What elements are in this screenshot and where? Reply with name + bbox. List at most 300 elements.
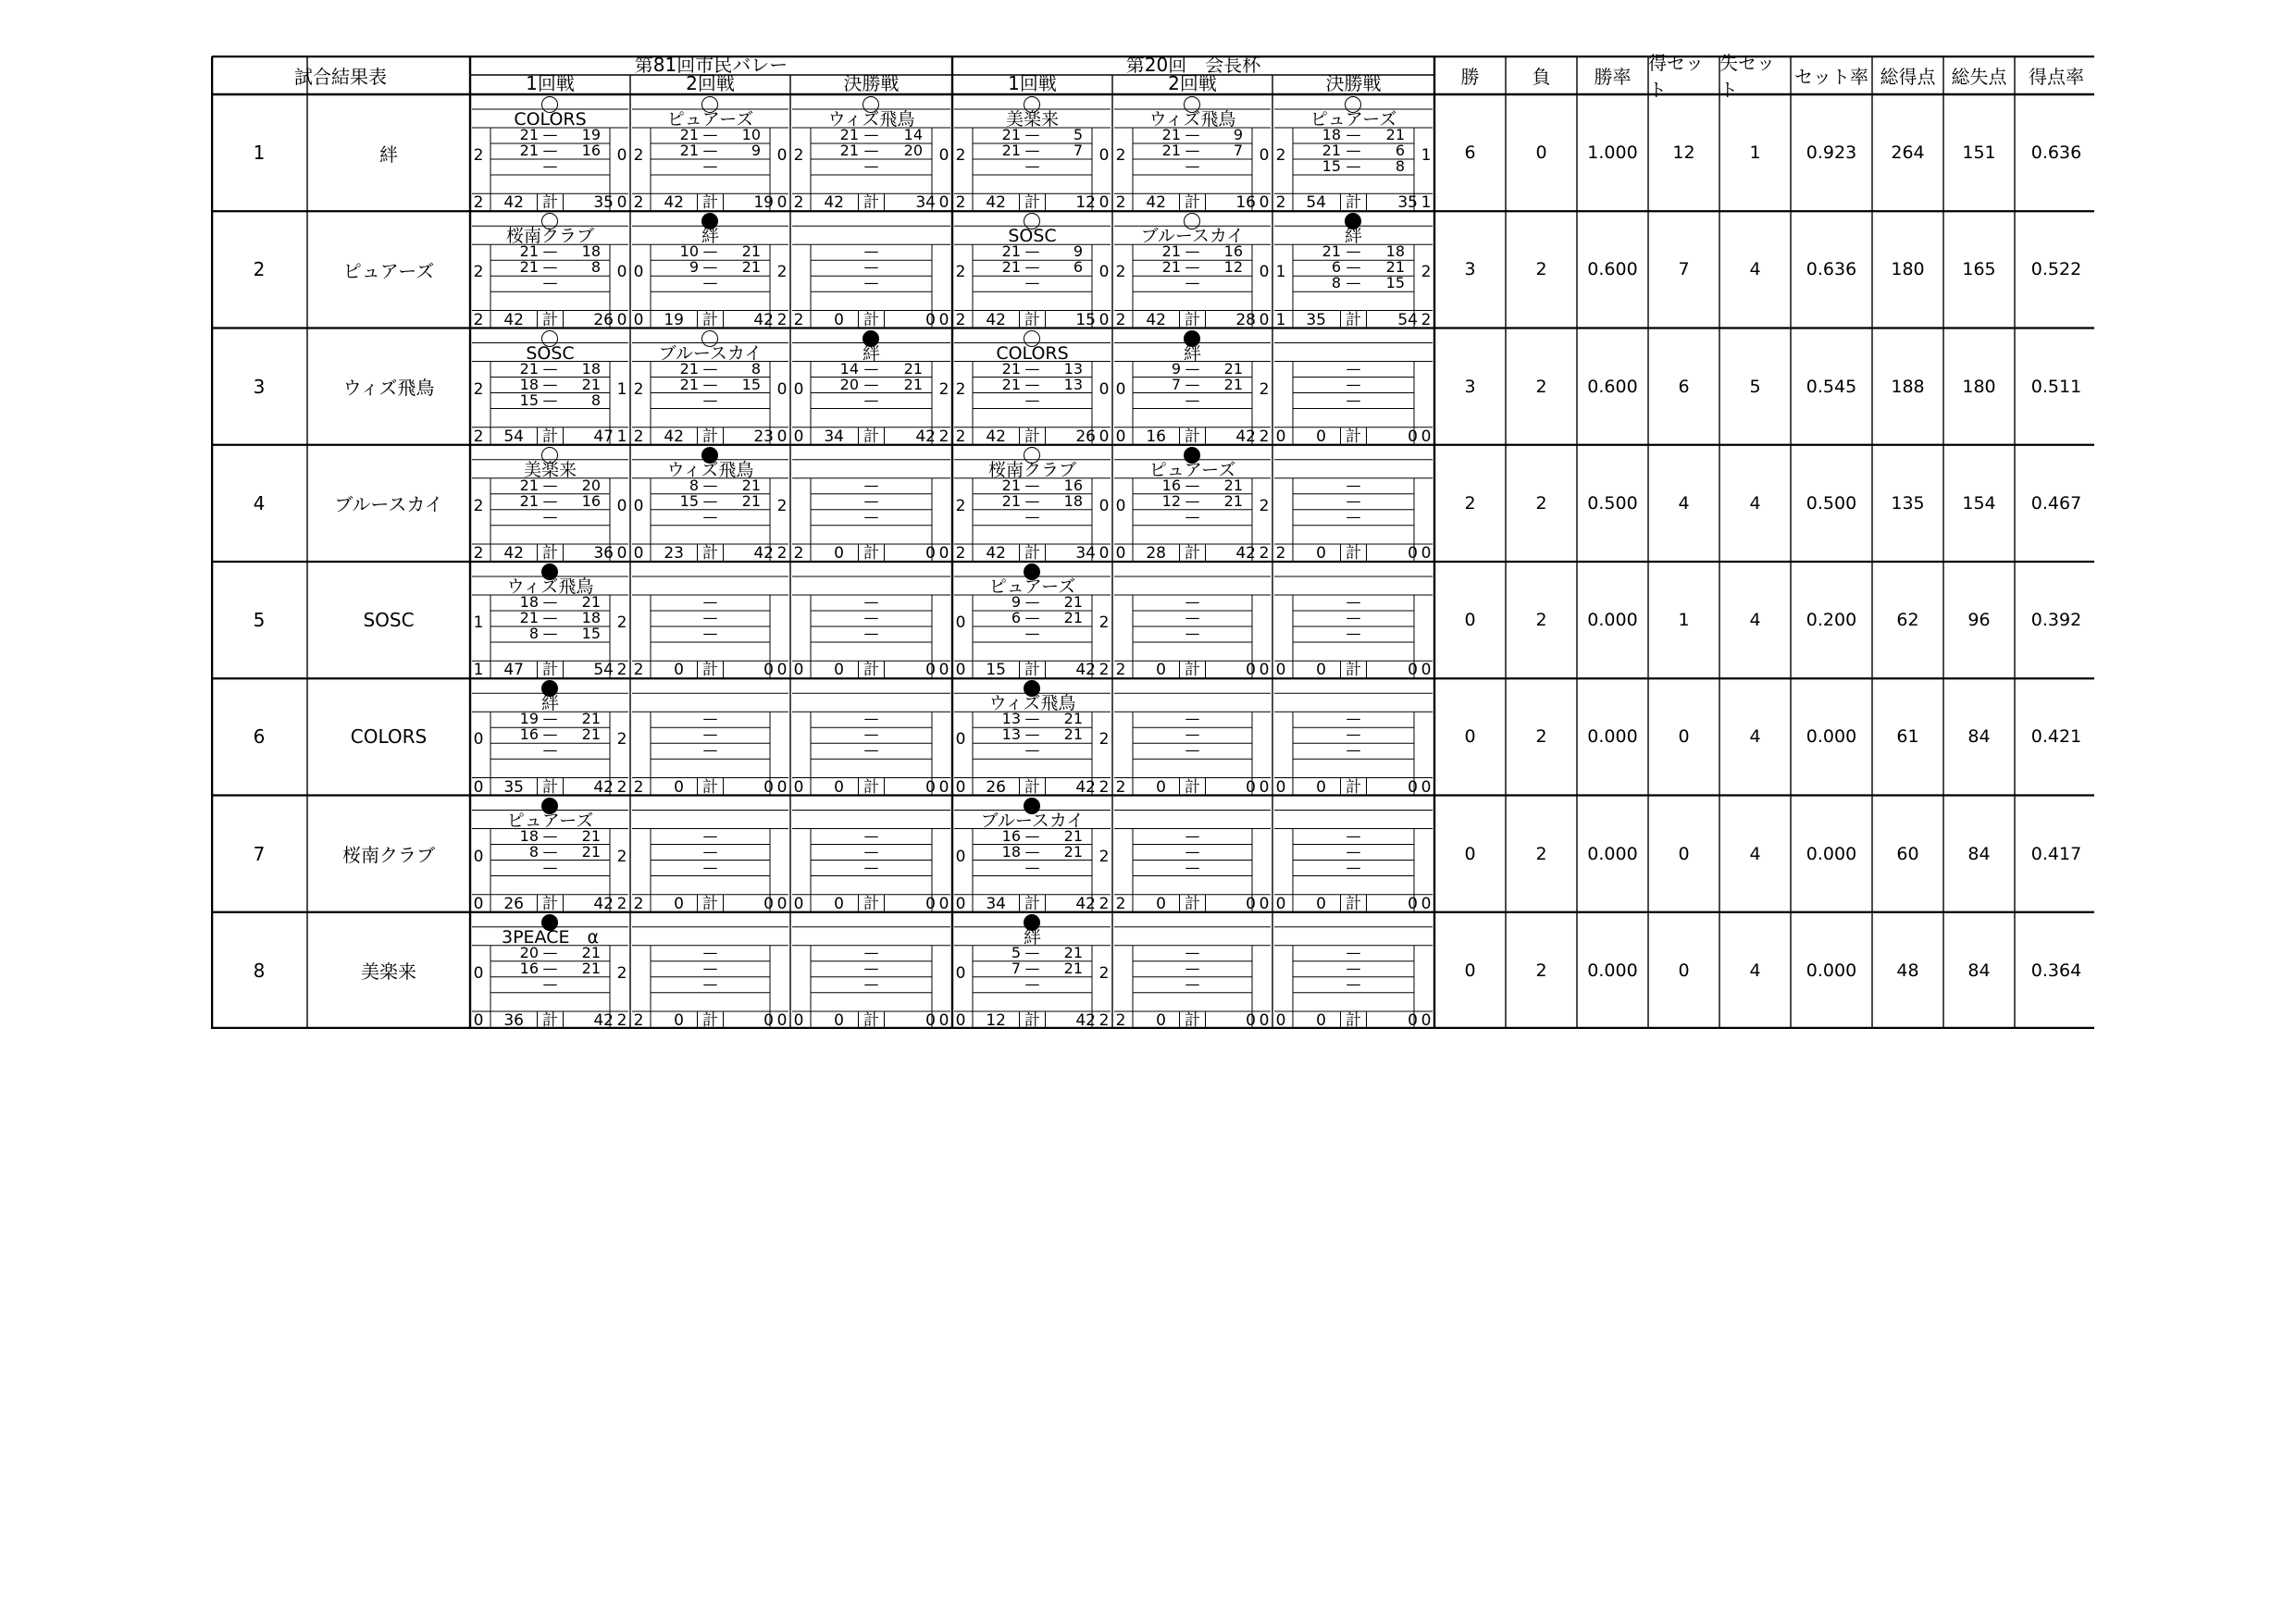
total-points-against: 23 xyxy=(753,427,774,446)
set-dash: — xyxy=(542,959,558,977)
total-sets-won: 2 xyxy=(955,544,966,563)
team-rank: 7 xyxy=(253,842,266,865)
total-points-for: 0 xyxy=(674,661,684,680)
set-score-row xyxy=(1293,244,1414,259)
stat-header-sets-won: 得セット xyxy=(1648,52,1704,101)
set-points-against: 18 xyxy=(1063,491,1083,510)
set-points-against: 21 xyxy=(1063,593,1083,611)
set-points-for: 13 xyxy=(1001,725,1021,744)
set-score-row xyxy=(973,943,1092,961)
total-points-against: 0 xyxy=(1246,1011,1256,1030)
set-score-row xyxy=(651,143,770,158)
total-points-for: 42 xyxy=(986,544,1006,563)
round-label: 1回戦 xyxy=(1008,72,1057,94)
team-name: 桜南クラブ xyxy=(342,844,435,867)
opponent-name: 桜南クラブ xyxy=(505,226,594,247)
set-dash: — xyxy=(1346,593,1361,611)
set-dash: — xyxy=(1185,842,1200,861)
set-score-row xyxy=(490,842,610,861)
set-score-row xyxy=(811,858,932,876)
total-sets-lost: 2 xyxy=(616,894,627,913)
match-cell xyxy=(790,678,952,795)
team-rank: 8 xyxy=(253,959,266,982)
team-stat: 2 xyxy=(1535,960,1547,981)
total-sets-lost: 2 xyxy=(1098,1011,1110,1030)
set-dash: — xyxy=(1024,507,1040,526)
set-points-against: 9 xyxy=(1233,126,1243,143)
set-points-for: 21 xyxy=(1001,258,1021,277)
total-points-for: 23 xyxy=(664,544,684,563)
total-points-against: 34 xyxy=(1075,544,1096,563)
set-points-against: 10 xyxy=(741,126,761,143)
set-points-against: 21 xyxy=(581,725,601,744)
set-points-against: 15 xyxy=(741,375,761,393)
set-points-for: 21 xyxy=(1161,242,1181,261)
match-total-row xyxy=(1272,545,1434,562)
opponent-name: 絆 xyxy=(1344,226,1362,247)
set-dash: — xyxy=(1346,258,1361,277)
set-points-for: 16 xyxy=(519,725,539,744)
set-dash: — xyxy=(542,491,558,510)
set-points-for: 21 xyxy=(1001,476,1021,494)
total-sets-won: 2 xyxy=(1115,310,1126,329)
total-points-against: 0 xyxy=(1408,894,1418,913)
match-total-row xyxy=(790,428,952,445)
total-points-against: 0 xyxy=(1408,544,1418,563)
sets-won: 0 xyxy=(473,963,484,983)
match-total-row xyxy=(790,194,952,211)
match-cell xyxy=(630,94,790,211)
set-dash: — xyxy=(1024,826,1040,845)
sets-lost: 0 xyxy=(1259,146,1270,165)
total-label: 計 xyxy=(542,1011,558,1030)
set-points-against: 21 xyxy=(581,842,601,861)
total-points-for: 0 xyxy=(834,544,844,563)
set-dash: — xyxy=(542,476,558,494)
match-cell xyxy=(952,211,1112,328)
match-total-row xyxy=(1112,194,1272,211)
set-dash: — xyxy=(1024,858,1040,876)
total-sets-won: 0 xyxy=(633,310,644,329)
total-points-for: 0 xyxy=(1156,661,1166,680)
set-score-row xyxy=(1293,712,1414,726)
set-score-row xyxy=(490,128,610,142)
team-stat: 0 xyxy=(1464,960,1476,981)
opponent-name: ウィズ飛鳥 xyxy=(827,109,915,130)
set-dash: — xyxy=(1185,974,1200,993)
set-dash: — xyxy=(702,126,718,143)
set-dash: — xyxy=(1024,476,1040,494)
total-label: 計 xyxy=(863,193,879,213)
set-score-row xyxy=(490,375,610,393)
team-name: 美楽来 xyxy=(361,960,416,984)
total-sets-lost: 0 xyxy=(776,1011,788,1030)
round-label: 1回戦 xyxy=(526,72,575,94)
set-dash: — xyxy=(702,390,718,409)
set-points-for: 21 xyxy=(1322,142,1341,159)
opponent-name: ピュアーズ xyxy=(988,576,1076,597)
total-points-against: 0 xyxy=(763,1011,774,1030)
total-sets-lost: 0 xyxy=(1098,310,1110,329)
total-points-for: 42 xyxy=(1146,310,1166,329)
set-dash: — xyxy=(1185,741,1200,760)
team-stat: 0.522 xyxy=(2030,259,2082,280)
set-dash: — xyxy=(1024,609,1040,626)
sets-won: 2 xyxy=(633,146,644,165)
set-dash: — xyxy=(863,609,879,626)
match-total-row xyxy=(630,779,790,796)
set-dash: — xyxy=(702,826,718,845)
set-dash: — xyxy=(863,491,879,510)
set-score-row xyxy=(1293,159,1414,174)
sets-won: 0 xyxy=(955,963,966,983)
set-score-row xyxy=(1293,276,1414,291)
total-sets-lost: 0 xyxy=(1098,193,1110,213)
match-total-row xyxy=(630,896,790,912)
set-dash: — xyxy=(1185,126,1200,143)
match-total-row xyxy=(1272,312,1434,328)
set-points-for: 15 xyxy=(519,390,539,409)
tournament-1-header xyxy=(470,56,952,94)
set-dash: — xyxy=(702,274,718,292)
total-sets-won: 0 xyxy=(955,894,966,913)
sets-won: 0 xyxy=(1115,379,1126,399)
match-cell xyxy=(1112,796,1272,912)
set-points-for: 14 xyxy=(839,359,859,378)
set-dash: — xyxy=(702,375,718,393)
total-sets-lost: 2 xyxy=(938,427,949,446)
set-points-for: 21 xyxy=(1161,258,1181,277)
set-score-row xyxy=(490,743,610,758)
team-stat: 4 xyxy=(1749,259,1761,280)
set-points-for: 21 xyxy=(679,359,699,378)
total-sets-won: 2 xyxy=(793,310,804,329)
set-points-against: 21 xyxy=(1063,725,1083,744)
total-points-for: 16 xyxy=(1146,427,1166,446)
opponent-name: SOSC xyxy=(1008,226,1057,247)
set-score-row xyxy=(1133,507,1252,526)
total-sets-lost: 0 xyxy=(1259,310,1270,329)
set-score-row xyxy=(651,626,770,641)
total-points-against: 36 xyxy=(593,544,614,563)
team-stat: 4 xyxy=(1749,726,1761,748)
match-total-row xyxy=(630,194,790,211)
team-stat: 0.500 xyxy=(1806,492,1857,514)
total-label: 計 xyxy=(1346,777,1361,797)
set-dash: — xyxy=(863,476,879,494)
total-points-for: 26 xyxy=(503,894,524,913)
set-score-row xyxy=(973,974,1092,993)
total-label: 計 xyxy=(863,427,879,446)
set-score-row xyxy=(1133,712,1252,726)
team-stat: 0 xyxy=(1535,142,1547,164)
set-points-for: 16 xyxy=(519,959,539,977)
total-sets-won: 0 xyxy=(1275,1011,1286,1030)
set-score-row xyxy=(1293,961,1414,976)
total-label: 計 xyxy=(1024,193,1040,213)
match-cell xyxy=(630,328,790,445)
set-score-row xyxy=(973,727,1092,742)
total-label: 計 xyxy=(1024,427,1040,446)
total-points-against: 0 xyxy=(1408,1011,1418,1030)
set-score-row xyxy=(651,390,770,409)
set-points-against: 7 xyxy=(1073,142,1083,159)
set-dash: — xyxy=(702,258,718,277)
set-dash: — xyxy=(863,375,879,393)
set-points-against: 21 xyxy=(581,375,601,393)
round-label: 決勝戦 xyxy=(1325,72,1382,94)
team-stat: 1.000 xyxy=(1587,142,1638,164)
match-total-row xyxy=(630,662,790,678)
total-sets-lost: 0 xyxy=(1421,544,1432,563)
total-label: 計 xyxy=(542,894,558,913)
match-total-row xyxy=(790,545,952,562)
total-sets-lost: 0 xyxy=(1259,661,1270,680)
results-sheet xyxy=(211,52,2094,1030)
set-points-for: 20 xyxy=(839,375,859,393)
total-points-for: 34 xyxy=(986,894,1006,913)
set-dash: — xyxy=(1185,157,1200,175)
total-sets-won: 2 xyxy=(793,544,804,563)
total-points-for: 42 xyxy=(503,310,524,329)
set-score-row xyxy=(651,743,770,758)
total-sets-lost: 0 xyxy=(1421,777,1432,797)
total-sets-lost: 0 xyxy=(616,544,627,563)
set-dash: — xyxy=(1185,258,1200,277)
total-points-against: 0 xyxy=(1408,427,1418,446)
sets-lost: 2 xyxy=(776,263,788,282)
total-points-for: 35 xyxy=(503,777,524,797)
team-stat: 0.000 xyxy=(1806,726,1857,748)
team-rank: 5 xyxy=(253,609,266,632)
team-stat: 0.636 xyxy=(2030,142,2082,164)
team-stat: 7 xyxy=(1678,259,1690,280)
total-points-against: 12 xyxy=(1075,193,1096,213)
set-dash: — xyxy=(1346,974,1361,993)
set-score-row xyxy=(1293,128,1414,142)
set-points-for: 21 xyxy=(519,258,539,277)
team-stat: 0.600 xyxy=(1587,376,1638,397)
team-rank: 3 xyxy=(253,375,266,398)
total-sets-won: 2 xyxy=(955,310,966,329)
sets-lost: 2 xyxy=(776,496,788,515)
set-dash: — xyxy=(1346,725,1361,744)
team-stat: 0.421 xyxy=(2030,726,2082,748)
total-sets-lost: 0 xyxy=(1259,894,1270,913)
set-score-row xyxy=(1133,478,1252,493)
set-points-against: 16 xyxy=(581,491,601,510)
match-cell xyxy=(470,678,630,795)
team-stat: 6 xyxy=(1464,142,1476,164)
match-total-row xyxy=(952,896,1112,912)
total-sets-lost: 2 xyxy=(776,544,788,563)
set-points-for: 13 xyxy=(1001,710,1021,728)
sets-won: 2 xyxy=(1115,146,1126,165)
team-stat: 4 xyxy=(1749,610,1761,631)
total-sets-won: 0 xyxy=(793,661,804,680)
total-sets-won: 2 xyxy=(1115,193,1126,213)
set-dash: — xyxy=(1346,842,1361,861)
set-score-row xyxy=(973,595,1092,610)
total-label: 計 xyxy=(1185,894,1200,913)
set-dash: — xyxy=(1346,274,1361,292)
set-dash: — xyxy=(863,842,879,861)
opponent-name: ピュアーズ xyxy=(506,810,594,831)
set-score-row xyxy=(1293,727,1414,742)
match-cell xyxy=(790,796,952,912)
opponent-name: ピュアーズ xyxy=(1309,109,1397,130)
opponent-name: 3PEACE α xyxy=(501,926,599,948)
team-name: ブルースカイ xyxy=(334,493,443,516)
set-points-for: 8 xyxy=(689,476,699,494)
set-dash: — xyxy=(1346,142,1361,159)
total-label: 計 xyxy=(1346,661,1361,680)
team-stat: 135 xyxy=(1891,492,1925,514)
set-score-row xyxy=(490,276,610,291)
set-dash: — xyxy=(1024,842,1040,861)
set-points-for: 18 xyxy=(519,826,539,845)
set-score-row xyxy=(1133,611,1252,626)
set-score-row xyxy=(973,611,1092,626)
team-stat: 6 xyxy=(1678,376,1690,397)
set-points-against: 6 xyxy=(1073,258,1083,277)
set-score-row xyxy=(973,390,1092,409)
set-dash: — xyxy=(702,858,718,876)
set-points-against: 21 xyxy=(1063,826,1083,845)
match-total-row xyxy=(470,779,630,796)
set-score-row xyxy=(1133,961,1252,976)
total-sets-lost: 2 xyxy=(616,1011,627,1030)
match-total-row xyxy=(952,194,1112,211)
match-total-row xyxy=(952,1012,1112,1029)
set-dash: — xyxy=(1185,359,1200,378)
set-dash: — xyxy=(1346,507,1361,526)
total-points-for: 0 xyxy=(674,1011,684,1030)
total-sets-won: 0 xyxy=(473,777,484,797)
match-total-row xyxy=(630,1012,790,1029)
match-cell xyxy=(1272,912,1434,1029)
total-sets-won: 0 xyxy=(793,777,804,797)
total-points-for: 54 xyxy=(1306,193,1326,213)
set-score-row xyxy=(490,159,610,174)
total-label: 計 xyxy=(542,193,558,213)
set-points-against: 16 xyxy=(1223,242,1243,261)
total-label: 計 xyxy=(1185,427,1200,446)
set-score-row xyxy=(811,375,932,393)
total-points-against: 42 xyxy=(1075,661,1096,680)
set-score-row xyxy=(1133,375,1252,393)
sets-won: 2 xyxy=(1115,263,1126,282)
set-score-row xyxy=(1293,974,1414,993)
total-sets-won: 0 xyxy=(955,1011,966,1030)
set-dash: — xyxy=(1024,725,1040,744)
set-points-against: 8 xyxy=(1395,157,1405,175)
total-points-against: 0 xyxy=(763,661,774,680)
total-label: 計 xyxy=(1346,1011,1361,1030)
total-points-against: 0 xyxy=(925,1011,936,1030)
total-label: 計 xyxy=(1024,777,1040,797)
set-dash: — xyxy=(1346,390,1361,409)
set-score-row xyxy=(651,260,770,275)
set-score-row xyxy=(490,260,610,275)
set-points-against: 19 xyxy=(581,126,601,143)
total-sets-lost: 0 xyxy=(776,777,788,797)
team-stat: 48 xyxy=(1896,960,1919,981)
total-sets-lost: 0 xyxy=(1098,544,1110,563)
match-total-row xyxy=(790,662,952,678)
team-name: ピュアーズ xyxy=(342,259,435,282)
team-stat: 84 xyxy=(1967,960,1991,981)
total-sets-won: 2 xyxy=(955,193,966,213)
total-label: 計 xyxy=(1024,544,1040,563)
set-dash: — xyxy=(1346,943,1361,961)
opponent-name: 美楽来 xyxy=(523,459,577,480)
total-points-against: 0 xyxy=(763,777,774,797)
total-sets-won: 2 xyxy=(1115,661,1126,680)
total-points-for: 19 xyxy=(664,310,684,329)
team-stat: 4 xyxy=(1749,843,1761,864)
opponent-name: ウィズ飛鳥 xyxy=(506,576,594,597)
match-cell xyxy=(1272,211,1434,328)
set-dash: — xyxy=(542,609,558,626)
total-label: 計 xyxy=(542,544,558,563)
total-sets-lost: 0 xyxy=(776,427,788,446)
total-points-against: 42 xyxy=(593,1011,614,1030)
opponent-name: COLORS xyxy=(514,109,587,130)
set-dash: — xyxy=(863,507,879,526)
set-score-row xyxy=(651,826,770,845)
total-points-against: 42 xyxy=(753,544,774,563)
match-cell xyxy=(1112,912,1272,1029)
set-points-against: 14 xyxy=(903,126,923,143)
stat-header-set-rate: セット率 xyxy=(1794,65,1868,88)
total-sets-lost: 0 xyxy=(1421,1011,1432,1030)
opponent-name: ウィズ飛鳥 xyxy=(1148,109,1236,130)
set-score-row xyxy=(973,260,1092,275)
set-dash: — xyxy=(702,842,718,861)
total-sets-won: 0 xyxy=(1115,427,1126,446)
set-score-row xyxy=(1293,260,1414,275)
total-label: 計 xyxy=(1185,661,1200,680)
total-label: 計 xyxy=(1024,310,1040,329)
set-points-against: 16 xyxy=(1063,476,1083,494)
set-score-row xyxy=(811,826,932,845)
sets-lost: 0 xyxy=(776,379,788,399)
set-points-for: 21 xyxy=(1001,142,1021,159)
sets-lost: 2 xyxy=(1098,613,1110,632)
sets-lost: 2 xyxy=(616,963,627,983)
set-score-row xyxy=(651,478,770,493)
sets-won: 0 xyxy=(955,730,966,750)
team-name: 絆 xyxy=(379,142,398,166)
set-score-row xyxy=(811,712,932,726)
sets-won: 2 xyxy=(793,146,804,165)
team-stat: 0.500 xyxy=(1587,492,1638,514)
total-label: 計 xyxy=(542,427,558,446)
set-dash: — xyxy=(863,725,879,744)
total-label: 計 xyxy=(702,310,718,329)
total-points-for: 0 xyxy=(834,310,844,329)
set-points-for: 10 xyxy=(679,242,699,261)
set-score-row xyxy=(490,244,610,259)
set-dash: — xyxy=(542,974,558,993)
total-points-against: 0 xyxy=(925,777,936,797)
set-dash: — xyxy=(1346,375,1361,393)
total-label: 計 xyxy=(702,1011,718,1030)
set-dash: — xyxy=(1185,710,1200,728)
set-points-for: 21 xyxy=(839,142,859,159)
set-score-row xyxy=(651,974,770,993)
